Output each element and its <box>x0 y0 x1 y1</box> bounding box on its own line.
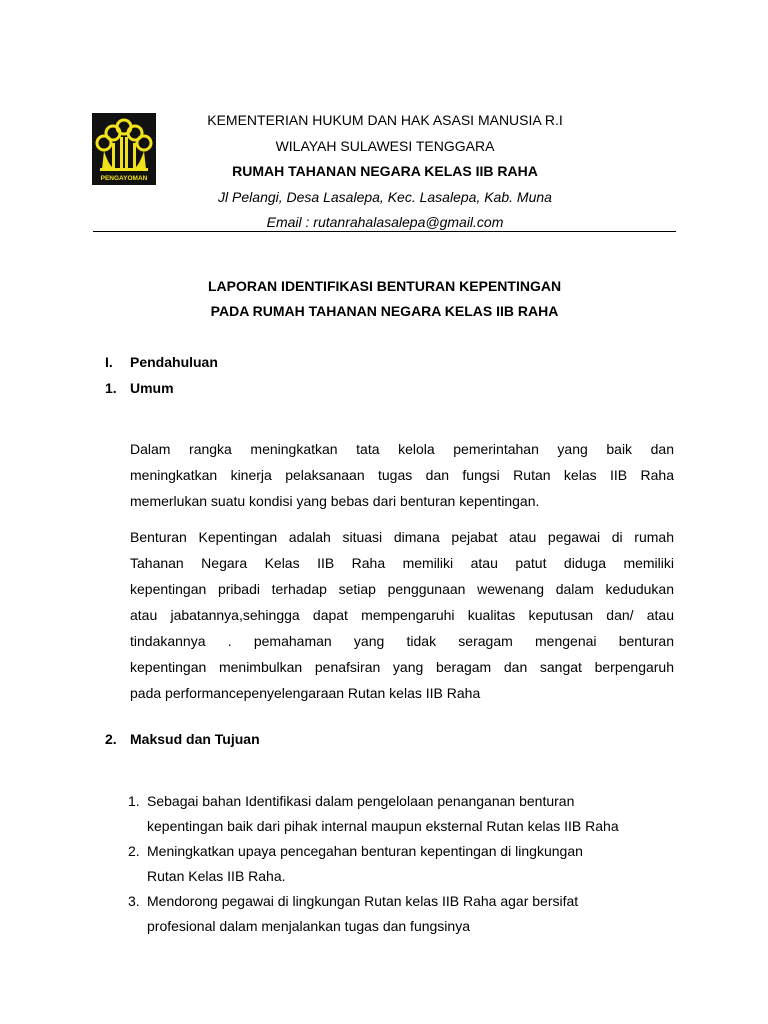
header-institution: RUMAH TAHANAN NEGARA KELAS IIB RAHA <box>232 163 538 179</box>
list-item-text: Rutan Kelas IIB Raha. <box>147 868 286 884</box>
subsection-heading: Umum <box>130 380 174 396</box>
list-item <box>128 789 688 839</box>
paragraph-line: meningkatkan kinerja pelaksanaan tugas dan fungsi Rutan kelas IIB Raha <box>130 467 674 483</box>
section-number: 2. <box>105 731 117 747</box>
list-item-number: 3. <box>128 893 140 909</box>
section-heading: Maksud dan Tujuan <box>130 731 260 747</box>
paragraph-umum-1 <box>130 436 674 514</box>
paragraph-line: tindakannya . pemahaman yang tidak seragam mengenai benturan <box>130 633 674 649</box>
list-item-number: 2. <box>128 843 140 859</box>
paragraph-line: Dalam rangka meningkatkan tata kelola pemerintahan yang baik dan <box>130 441 674 457</box>
report-title-line2: PADA RUMAH TAHANAN NEGARA KELAS IIB RAHA <box>210 303 559 319</box>
list-item <box>128 839 688 889</box>
header-ministry: KEMENTERIAN HUKUM DAN HAK ASASI MANUSIA R.I <box>207 112 563 128</box>
paragraph-umum-2 <box>130 524 674 706</box>
list-item-text: Meningkatkan upaya pencegahan benturan kepentingan di lingkungan <box>147 843 583 859</box>
section-heading: Pendahuluan <box>130 354 218 370</box>
paragraph-line: memerlukan suatu kondisi yang bebas dari benturan kepentingan. <box>130 493 540 509</box>
objectives-list <box>128 789 688 939</box>
section-number: I. <box>105 354 113 370</box>
list-item-number: 1. <box>128 793 140 809</box>
subsection-number: 1. <box>105 380 117 396</box>
paragraph-line: atau jabatannya,sehingga dapat mempengaruhi kualitas keputusan dan/ atau <box>130 607 674 623</box>
logo-text: PENGAYOMAN <box>100 175 148 182</box>
header-region: WILAYAH SULAWESI TENGGARA <box>275 138 495 154</box>
paragraph-line: Tahanan Negara Kelas IIB Raha memiliki atau patut diduga memiliki <box>130 555 674 571</box>
paragraph-line: pada performancepenyelengaraan Rutan kelas IIB Raha <box>130 685 481 701</box>
paragraph-line: Benturan Kepentingan adalah situasi dimana pejabat atau pegawai di rumah <box>130 529 674 545</box>
header-address: Jl Pelangi, Desa Lasalepa, Kec. Lasalepa, Kab. Muna <box>218 189 552 205</box>
list-item-text: Mendorong pegawai di lingkungan Rutan kelas IIB Raha agar bersifat <box>147 893 579 909</box>
list-item-text: Sebagai bahan Identifikasi dalam pengelolaan penanganan benturan <box>147 793 575 809</box>
report-title-line1: LAPORAN IDENTIFIKASI BENTURAN KEPENTINGAN <box>207 278 562 294</box>
header-divider <box>93 231 676 232</box>
header-email: Email : rutanrahalasalepa@gmail.com <box>266 214 504 230</box>
paragraph-line: kepentingan menimbulkan penafsiran yang beragam dan sangat berpengaruh <box>130 659 674 675</box>
paragraph-line: kepentingan pribadi terhadap setiap penggunaan wewenang dalam kedudukan <box>130 581 674 597</box>
list-item <box>128 889 688 939</box>
list-item-text: profesional dalam menjalankan tugas dan fungsinya <box>147 918 470 934</box>
list-item-text: kepentingan baik dari pihak internal maupun eksternal Rutan kelas IIB Raha <box>147 818 619 834</box>
